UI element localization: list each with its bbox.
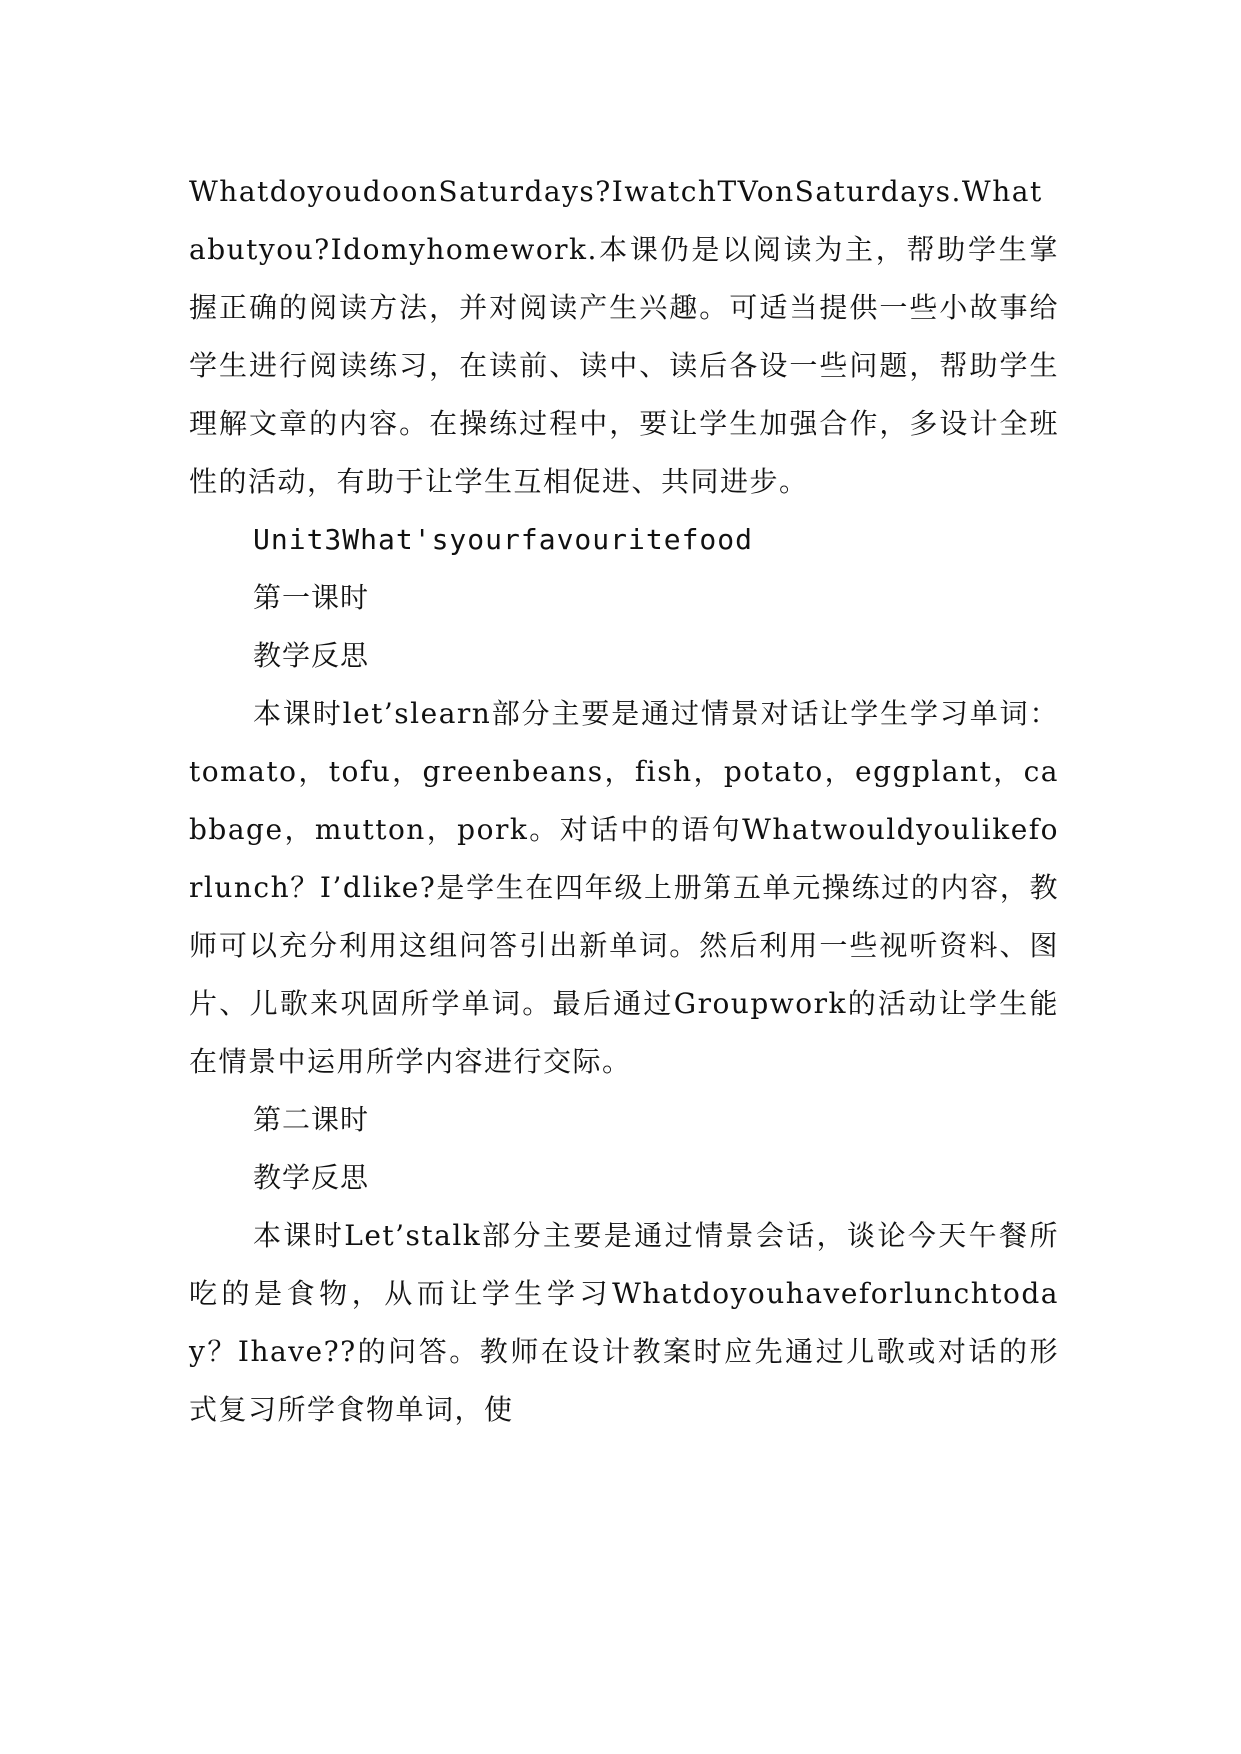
unit-title: Unit3What'syourfavouritefood bbox=[253, 523, 754, 556]
paragraph-lesson-2: 本课时Let’stalk部分主要是通过情景会话，谈论今天午餐所吃的是食物，从而让学生学习Whatdoyouhaveforlunchtoday？Ihave??的问答。教师在设计教案时应先通过儿歌或对话的形式复习所学食物单词，使 bbox=[189, 1219, 1059, 1426]
lesson-1-subtitle: 教学反思 bbox=[253, 639, 370, 672]
lesson-2-subtitle: 教学反思 bbox=[253, 1161, 370, 1194]
lesson-2-title: 第二课时 bbox=[253, 1103, 370, 1136]
lesson-1-title: 第一课时 bbox=[253, 581, 370, 614]
document-body bbox=[189, 163, 1059, 1439]
paragraph-lesson-1: 本课时let’slearn部分主要是通过情景对话让学生学习单词：tomato，tofu，greenbeans，fish，potato，eggplant，cabbage，mutton，pork。对话中的语句Whatwouldyoulikeforlunch？I’dlike?是学生在四年级上册第五单元操练过的内容，教师可以充分利用这组问答引出新单词。然后利用一些视听资料、图片、儿歌来巩固所学单词。最后通过Groupwork的活动让学生能在情景中运用所学内容进行交际。 bbox=[189, 697, 1059, 1078]
paragraph-intro: WhatdoyoudoonSaturdays?IwatchTVonSaturdays.Whatabutyou?Idomyhomework.本课仍是以阅读为主，帮助学生掌握正确的阅读方法，并对阅读产生兴趣。可适当提供一些小故事给学生进行阅读练习，在读前、读中、读后各设一些问题，帮助学生理解文章的内容。在操练过程中，要让学生加强合作，多设计全班性的活动，有助于让学生互相促进、共同进步。 bbox=[189, 175, 1059, 498]
